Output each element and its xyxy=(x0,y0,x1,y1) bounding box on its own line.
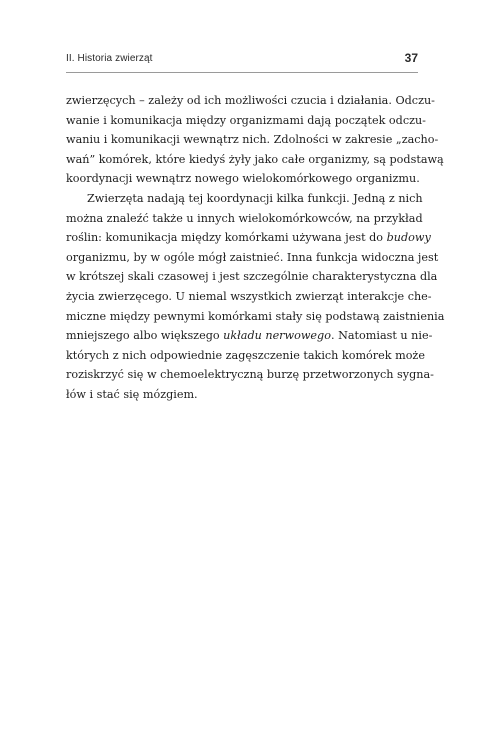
text-line xyxy=(66,228,431,248)
emphasis-text: budowy xyxy=(386,231,431,245)
text-line: łów i stać się mózgiem. xyxy=(66,387,198,401)
emphasis-text: układu nerwowego xyxy=(223,329,331,343)
text-run: roślin: komunikacja między komórkami używana jest do xyxy=(66,231,387,245)
text-line: wań” komórek, które kiedyś żyły jako całe organizmy, są podstawą xyxy=(66,152,444,166)
section-title: II. Historia zwierząt xyxy=(66,53,153,64)
text-line: miczne między pewnymi komórkami stały się podstawą zaistnienia xyxy=(66,309,445,323)
text-line: roziskrzyć się w chemoelektryczną burzę przetworzonych sygna- xyxy=(66,368,434,382)
text-line: w krótszej skali czasowej i jest szczególnie charakterystyczna dla xyxy=(66,270,438,284)
text-line: życia zwierzęcego. U niemal wszystkich zwierząt interakcje che- xyxy=(66,289,432,303)
text-run: . Natomiast u nie- xyxy=(330,329,433,343)
text-line: waniu i komunikacji wewnątrz nich. Zdolności w zakresie „zacho- xyxy=(66,133,439,147)
text-line: których z nich odpowiednie zagęszczenie takich komórek może xyxy=(66,348,425,362)
body-text xyxy=(66,91,445,405)
text-line xyxy=(66,326,433,346)
running-head xyxy=(66,49,418,69)
header-rule xyxy=(66,72,418,73)
text-line: zwierzęcych – zależy od ich możliwości czucia i działania. Odczu- xyxy=(66,94,435,107)
text-run: mniejszego albo większego xyxy=(66,329,224,343)
text-line: koordynacji wewnątrz nowego wielokomórkowego organizmu. xyxy=(66,172,420,186)
text-line: organizmu, by w ogóle mógł zaistnieć. Inna funkcja widoczna jest xyxy=(66,250,439,264)
text-line: można znaleźć także u innych wielokomórkowców, na przykład xyxy=(66,211,423,225)
text-line: Zwierzęta nadają tej koordynacji kilka funkcji. Jedną z nich xyxy=(87,191,423,205)
page-number: 37 xyxy=(404,51,418,65)
text-line: wanie i komunikacja między organizmami dają początek odczu- xyxy=(66,113,426,127)
